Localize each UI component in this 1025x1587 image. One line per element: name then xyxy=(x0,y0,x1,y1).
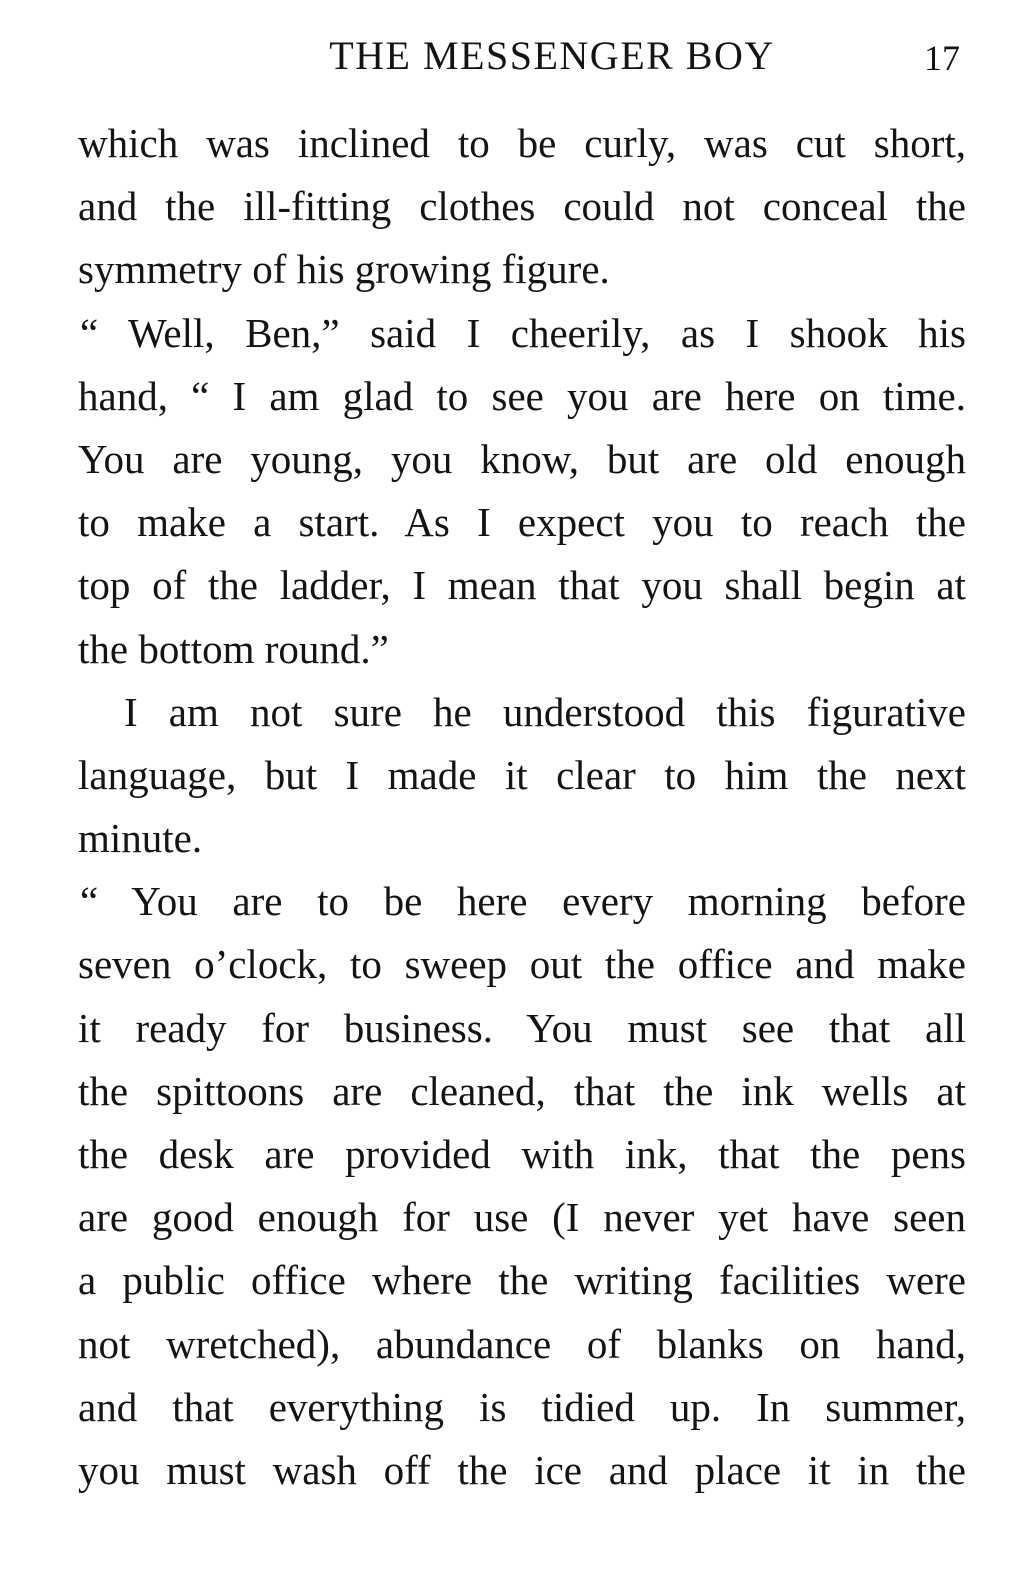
text-line: and the ill-fitting clothes could not conceal the xyxy=(78,183,966,230)
text-line: symmetry of his growing figure. xyxy=(78,246,610,293)
text-line: and that everything is tidied up. In summer, xyxy=(78,1383,966,1430)
running-title: THE MESSENGER BOY xyxy=(329,33,775,78)
text-line: the spittoons are cleaned, that the ink wells at xyxy=(78,1067,966,1114)
text-line: to make a start. As I expect you to reach the xyxy=(78,499,966,546)
text-line: “ You are to be here every morning before xyxy=(80,878,966,925)
text-line: top of the ladder, I mean that you shall begin at xyxy=(78,562,966,609)
body-text xyxy=(78,112,966,1502)
text-line: a public office where the writing facilities were xyxy=(78,1257,966,1304)
text-line: “ Well, Ben,” said I cheerily, as I shook his xyxy=(80,309,966,356)
text-line: You are young, you know, but are old enough xyxy=(78,435,966,482)
text-line: seven o’clock, to sweep out the office and make xyxy=(78,941,966,988)
text-line: minute. xyxy=(78,815,203,862)
page-number: 17 xyxy=(924,38,960,78)
text-line: which was inclined to be curly, was cut short, xyxy=(78,120,966,166)
text-line: hand, “ I am glad to see you are here on time. xyxy=(78,372,966,419)
text-line: language, but I made it clear to him the next xyxy=(78,751,966,798)
text-line: not wretched), abundance of blanks on hand, xyxy=(78,1320,966,1367)
text-line: it ready for business. You must see that all xyxy=(78,1004,966,1051)
text-line: the desk are provided with ink, that the pens xyxy=(78,1131,966,1177)
text-line: the bottom round.” xyxy=(78,625,389,672)
text-line: you must wash off the ice and place it in the xyxy=(78,1446,966,1493)
running-head xyxy=(78,30,966,86)
text-line: are good enough for use (I never yet have seen xyxy=(78,1194,966,1241)
text-line: I am not sure he understood this figurative xyxy=(124,688,966,735)
